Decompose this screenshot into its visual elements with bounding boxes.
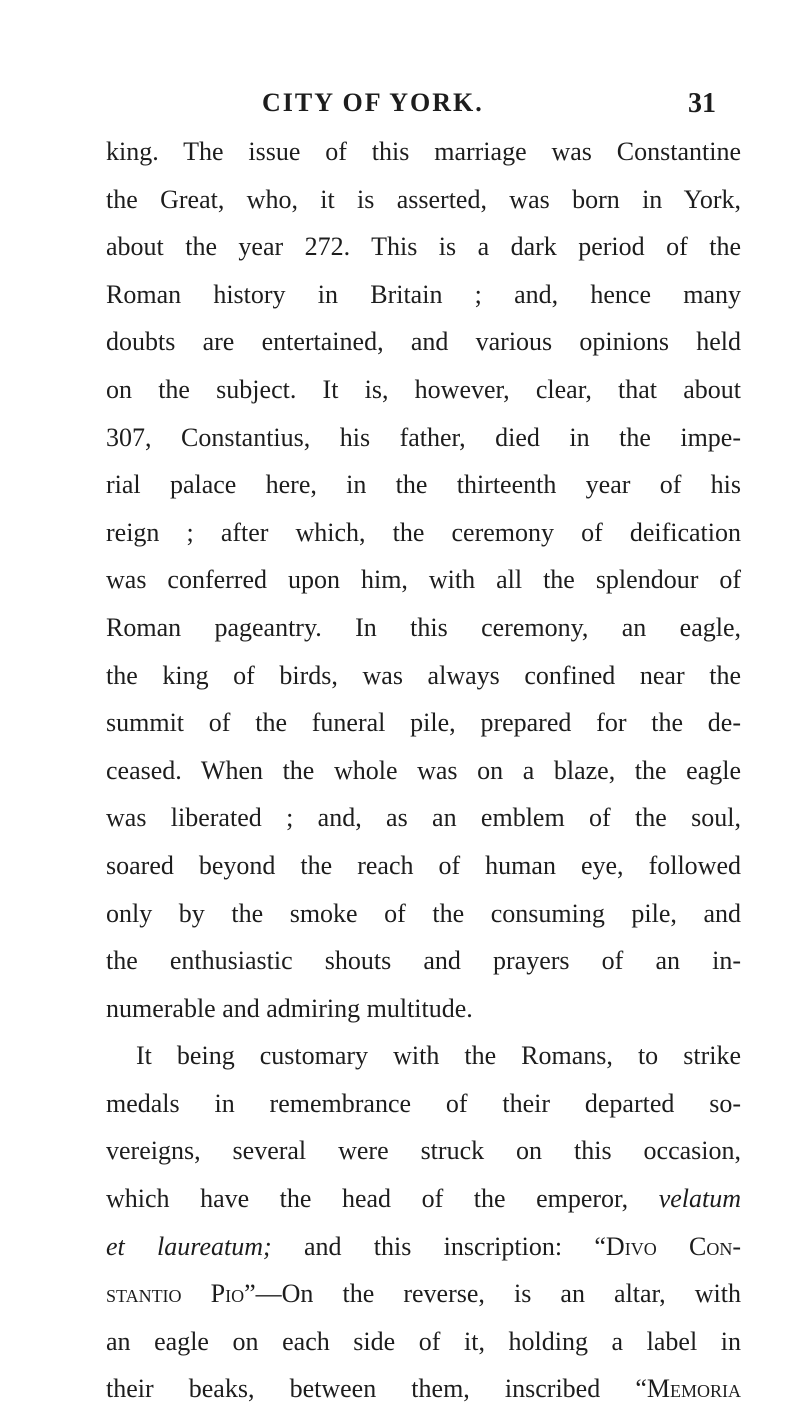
text-line: Roman history in Britain ; and, hence many [106, 279, 741, 309]
text-line: on the subject. It is, however, clear, that about [106, 374, 741, 404]
text-line: rial palace here, in the thirteenth year of his [106, 470, 741, 500]
text-line: only by the smoke of the consuming pile, and [106, 898, 741, 928]
text-line: an eagle on each side of it, holding a label in [106, 1326, 741, 1356]
text-segment: ”—On the reverse, is an altar, with [244, 1279, 741, 1309]
small-caps-inscription: Divo Con- [605, 1231, 741, 1261]
text-line: reign ; after which, the ceremony of deification [106, 517, 741, 547]
text-line [106, 1270, 741, 1318]
text-line: doubts are entertained, and various opinions held [106, 327, 741, 357]
text-line: the Great, who, it is asserted, was born in York, [106, 184, 741, 214]
text-line: the king of birds, was always confined near the [106, 660, 741, 690]
text-line: medals in remembrance of their departed so- [106, 1088, 741, 1118]
small-caps-inscription: stantio Pio [106, 1279, 245, 1309]
text-line: was liberated ; and, as an emblem of the soul, [106, 803, 741, 833]
page-number: 31 [688, 88, 716, 119]
text-segment: and this inscription: “ [271, 1231, 606, 1261]
text-line [106, 1175, 741, 1223]
italic-phrase: velatum [658, 1184, 741, 1214]
text-line: summit of the funeral pile, prepared for the de- [106, 708, 741, 738]
running-head: CITY OF YORK. [262, 88, 484, 117]
text-line: about the year 272. This is a dark period of the [106, 232, 741, 262]
text-line: It being customary with the Romans, to strike [136, 1041, 741, 1071]
text-segment: their beaks, between them, inscribed “ [106, 1374, 647, 1404]
text-line: vereigns, several were struck on this occasion, [106, 1136, 741, 1166]
text-line [106, 1223, 741, 1271]
text-line: Roman pageantry. In this ceremony, an eagle, [106, 612, 741, 642]
body-text [106, 128, 741, 1413]
text-line: numerable and admiring multitude. [106, 993, 473, 1023]
text-line: 307, Constantius, his father, died in the impe- [106, 422, 741, 452]
page-header [0, 88, 800, 128]
text-line [106, 1365, 741, 1413]
text-line: was conferred upon him, with all the splendour of [106, 565, 741, 595]
text-segment: which have the head of the emperor, [106, 1184, 629, 1214]
text-line: soared beyond the reach of human eye, followed [106, 850, 741, 880]
italic-phrase: et laureatum; [106, 1231, 272, 1261]
text-line: the enthusiastic shouts and prayers of an in- [106, 946, 741, 976]
text-line: ceased. When the whole was on a blaze, the eagle [106, 755, 741, 785]
text-line: king. The issue of this marriage was Constantine [106, 137, 741, 166]
small-caps-inscription: Memoria [646, 1374, 741, 1404]
